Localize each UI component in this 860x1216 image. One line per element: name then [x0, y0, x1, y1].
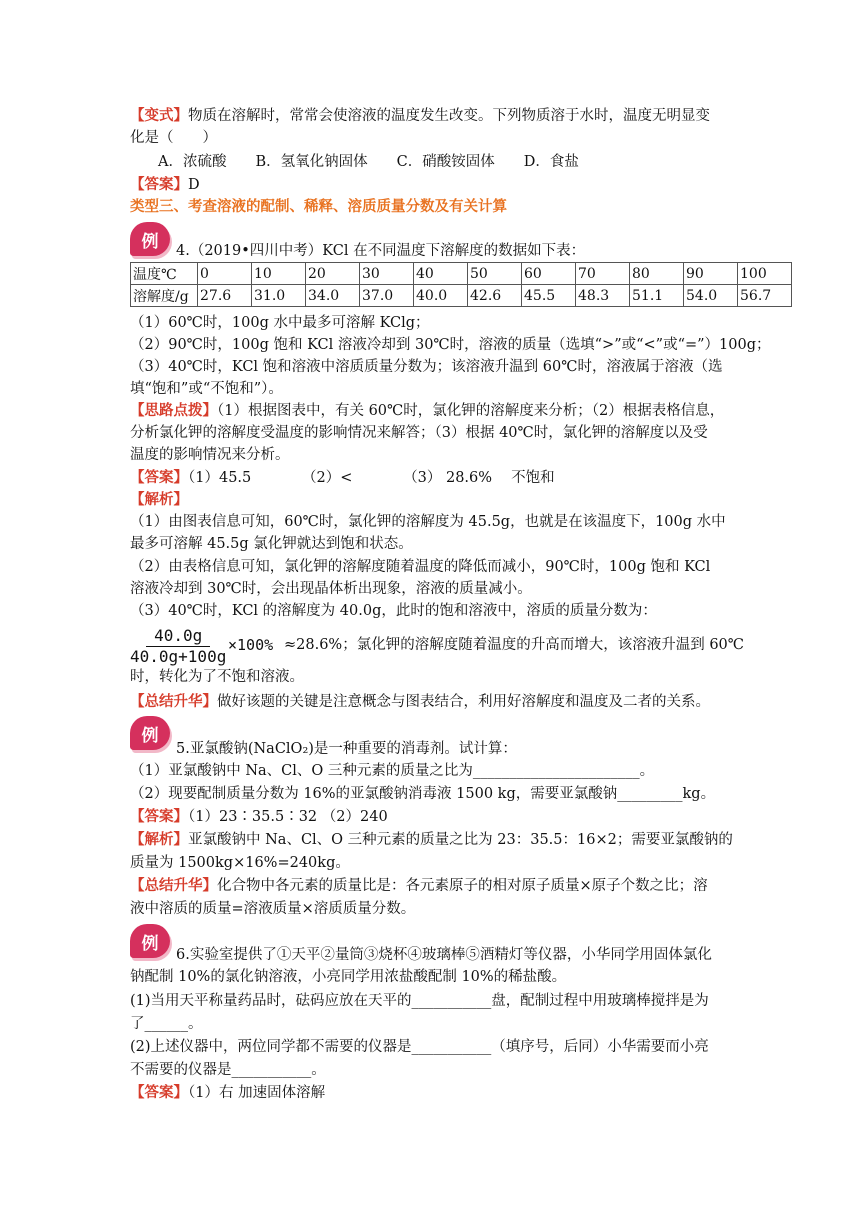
q4-summary — [130, 691, 710, 713]
section-heading: 类型三、考查溶液的配制、稀释、溶质质量分数及有关计算 — [130, 198, 507, 215]
table-cell: 90 — [684, 263, 738, 285]
answer-tag: 【答案】 — [130, 808, 188, 825]
q4-analysis-3-result: ≈28.6%；氯化钾的溶解度随着温度的升高而增大，该溶液升温到 60℃ — [284, 637, 744, 653]
q4-part-1: （1）60℃时，100g 水中最多可溶解 KClg； — [130, 315, 430, 331]
q4-analysis-3: （3）40℃时，KCl 的溶解度为 40.0g，此时的饱和溶液中，溶质的质量分数为： — [130, 603, 657, 619]
q6-title-2: 钠配制 10%的氯化钠溶液，小亮同学用浓盐酸配制 10%的稀盐酸。 — [130, 969, 567, 985]
q4-part-3a: （3）40℃时，KCl 饱和溶液中溶质质量分数为；该溶液升温到 60℃时，溶液属于溶液（选 — [130, 359, 723, 375]
q4-analysis-1b: 最多可溶解 45.5g 氯化钾就达到饱和状态。 — [130, 536, 413, 552]
q6-part-1a: (1)当用天平称量药品时，砝码应放在天平的___________盘，配制过程中用玻璃棒搅拌是为 — [130, 993, 709, 1009]
q6-part-2b: 不需要的仪器是___________。 — [130, 1062, 326, 1078]
answer-tag: 【答案】 — [130, 469, 188, 486]
answer-text: （1）23∶35.5∶32 （2）240 — [188, 809, 388, 825]
answer-text: D — [188, 177, 200, 193]
summary-tag: 【总结升华】 — [130, 877, 217, 894]
solubility-table — [130, 262, 792, 307]
variant-answer — [130, 174, 200, 196]
example-badge: 例 — [130, 716, 170, 750]
summary-tag: 【总结升华】 — [130, 693, 217, 710]
summary-text-1: 化合物中各元素的质量比是：各元素原子的相对原子质量×原子个数之比；溶 — [217, 878, 708, 894]
table-cell: 54.0 — [684, 285, 738, 307]
q5-part-1: （1）亚氯酸钠中 Na、Cl、O 三种元素的质量之比为_______________________。 — [130, 763, 655, 779]
q5-analysis-2: 质量为 1500kg×16%=240kg。 — [130, 855, 350, 871]
q4-answer — [130, 467, 555, 489]
table-cell: 100 — [738, 263, 792, 285]
table-cell: 34.0 — [306, 285, 360, 307]
summary-text: 做好该题的关键是注意概念与图表结合，利用好溶解度和温度及二者的关系。 — [217, 694, 710, 710]
analysis-text-1: 亚氯酸钠中 Na、Cl、O 三种元素的质量之比为 23：35.5：16×2；需要亚氯酸钠的 — [188, 832, 733, 848]
fraction-denominator: 40.0g+100g — [130, 647, 227, 666]
q4-part-3b: 填“饱和”或“不饱和”）。 — [130, 381, 283, 397]
table-cell: 42.6 — [468, 285, 522, 307]
answer-tag: 【答案】 — [130, 176, 188, 193]
q4-analysis-2b: 溶液冷却到 30℃时，会出现晶体析出现象，溶液的质量减小。 — [130, 581, 532, 597]
q6-answer — [130, 1082, 325, 1104]
q5-summary-1 — [130, 875, 708, 897]
table-cell: 37.0 — [360, 285, 414, 307]
q6-part-1b: 了______。 — [130, 1016, 203, 1032]
table-cell: 10 — [252, 263, 306, 285]
variant-line-1 — [130, 105, 710, 127]
variant-tag: 【变式】 — [130, 107, 188, 124]
table-cell: 40 — [414, 263, 468, 285]
table-cell: 60 — [522, 263, 576, 285]
q4-part-2: （2）90℃时，100g 饱和 KCl 溶液冷却到 30℃时，溶液的质量（选填“>”或“<”或“=”）100g； — [130, 337, 771, 353]
answer-text: （1）45.5 （2）< （3） 28.6% 不饱和 — [188, 470, 555, 486]
table-cell: 51.1 — [630, 285, 684, 307]
variant-options: A．浓硫酸 B．氢氧化钠固体 C．硝酸铵固体 D．食盐 — [158, 154, 579, 170]
q4-hint-3: 温度的影响情况来分析。 — [130, 447, 290, 463]
table-cell: 0 — [198, 263, 252, 285]
table-cell: 56.7 — [738, 285, 792, 307]
q6-title-1: 6.实验室提供了①天平②量筒③烧杯④玻璃棒⑤酒精灯等仪器，小华同学用固体氯化 — [176, 947, 712, 963]
q5-title: 5.亚氯酸钠(NaClO₂)是一种重要的消毒剂。试计算： — [176, 741, 517, 757]
q4-analysis-tag — [130, 489, 188, 511]
table-cell: 20 — [306, 263, 360, 285]
example-badge: 例 — [130, 222, 170, 256]
answer-text: （1）右 加速固体溶解 — [188, 1085, 326, 1101]
q5-analysis-1 — [130, 829, 733, 851]
variant-text-1: 物质在溶解时，常常会使溶液的温度发生改变。下列物质溶于水时，温度无明显变 — [188, 108, 710, 124]
hint-tag: 【思路点拨】 — [130, 402, 217, 419]
q6-part-2a: (2)上述仪器中，两位同学都不需要的仪器是___________（填序号，后同）小华需要而小亮 — [130, 1039, 709, 1055]
fraction-numerator: 40.0g — [146, 626, 210, 647]
mass-fraction-formula — [130, 626, 226, 667]
table-cell: 80 — [630, 263, 684, 285]
example-badge: 例 — [130, 924, 170, 958]
q5-summary-2: 液中溶质的质量=溶液质量×溶质质量分数。 — [130, 901, 416, 917]
table-cell: 48.3 — [576, 285, 630, 307]
table-cell: 30 — [360, 263, 414, 285]
table-cell: 45.5 — [522, 285, 576, 307]
table-cell: 70 — [576, 263, 630, 285]
fraction-multiplier: ×100% — [228, 636, 274, 654]
table-cell: 50 — [468, 263, 522, 285]
q5-part-2: （2）现要配制质量分数为 16%的亚氯酸钠消毒液 1500 kg，需要亚氯酸钠_________kg。 — [130, 786, 716, 802]
q4-hint-1 — [130, 400, 724, 422]
q4-analysis-1a: （1）由图表信息可知，60℃时，氯化钾的溶解度为 45.5g，也就是在该温度下，100g 水中 — [130, 514, 726, 530]
analysis-tag: 【解析】 — [130, 831, 188, 848]
table-row-temperature — [131, 263, 792, 285]
table-header-temperature: 温度℃ — [131, 263, 198, 285]
analysis-tag: 【解析】 — [130, 491, 188, 508]
table-cell: 40.0 — [414, 285, 468, 307]
table-cell: 31.0 — [252, 285, 306, 307]
q4-hint-2: 分析氯化钾的溶解度受温度的影响情况来解答；（3）根据 40℃时，氯化钾的溶解度以及受 — [130, 425, 708, 441]
variant-line-2: 化是（ ） — [130, 130, 217, 146]
table-row-solubility — [131, 285, 792, 307]
q4-analysis-2a: （2）由表格信息可知，氯化钾的溶解度随着温度的降低而减小，90℃时，100g 饱和 KCl — [130, 559, 711, 575]
answer-tag: 【答案】 — [130, 1084, 188, 1101]
table-cell: 27.6 — [198, 285, 252, 307]
q5-answer — [130, 806, 388, 828]
hint-text-1: （1）根据图表中，有关 60℃时，氯化钾的溶解度来分析；（2）根据表格信息， — [217, 403, 725, 419]
q4-analysis-3-end: 时，转化为了不饱和溶液。 — [130, 669, 304, 685]
table-header-solubility: 溶解度/g — [131, 285, 198, 307]
q4-title: 4.（2019•四川中考）KCl 在不同温度下溶解度的数据如下表： — [176, 243, 586, 259]
